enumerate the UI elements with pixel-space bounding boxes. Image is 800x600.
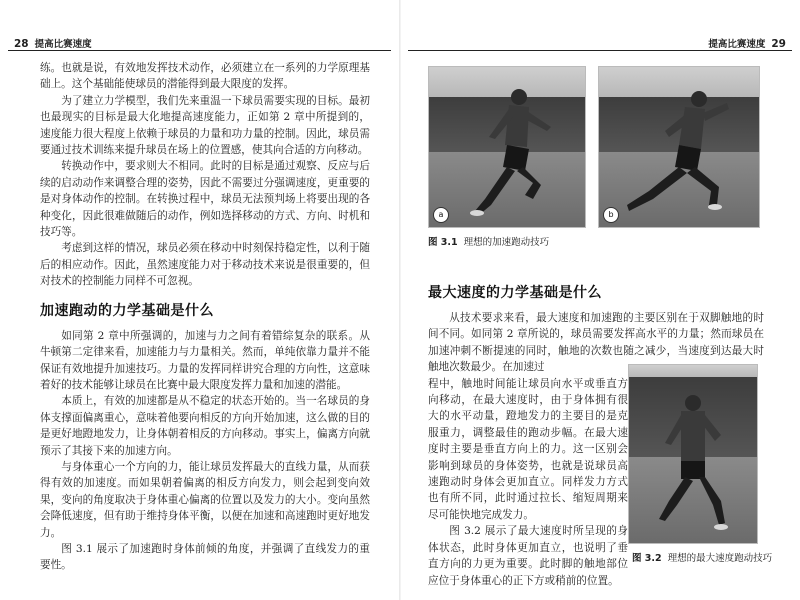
upright-sprinting-player-figure [629,365,757,543]
left-paragraph: 转换动作中，要求则大不相同。此时的目标是通过观察、反应与后续的启动动作来调整合理的姿势，因此不需要过分强调速度，更重要的是对身体动作的控制。在转换过程中，球员无法预判场上将要出现的各种变化，因此很难做随后的动作，例如选择移动的方式、方向、时机和技巧等。 [40,160,370,239]
left-paragraph: 图 3.1 展示了加速跑时身体前倾的角度，并强调了直线发力的重要性。 [40,542,370,572]
photo-label-a: a [433,207,449,223]
left-page-body [40,60,370,574]
figure-3-2-tag: 图 3.2 [632,553,662,564]
right-paragraph: 从技术要求来看，最大速度和加速跑的主要区别在于双脚触地的时间不同。如同第 2 章所说的，球员需要发挥高水平的力量；然而球员在加速冲刺不断提速的同时，触地的次数也随之减少，当速度到达最大时触地次数最少。在加速过 [428,312,764,374]
left-page-number: 28 [14,38,29,50]
left-page-header [8,32,391,50]
right-running-title: 提高比赛速度 [708,39,766,50]
right-paragraph: 程中，触地时间能让球员向水平或垂直方向移动，在最大速度时，由于身体拥有很大的水平动量，蹬地发力的主要目的是克服重力，调整最佳的跑动步幅。在最大速度时主要是垂直方向上的力。这一区别会影响到球员的身体姿势，也就是说球员高速跑动时身体会更加直立。同样发力方式也有所不同，此时通过拉长、缩短周期来尽可能快地完成发力。 [428,377,628,521]
right-page-number: 29 [771,38,786,50]
figure-3-1-caption [428,234,549,248]
figure-3-2-photo [628,364,758,544]
right-header-rule [408,50,792,51]
left-paragraph: 本质上，有效的加速都是从不稳定的状态开始的。当一名球员的身体支撑面偏离重心，意味着他要向相反的方向开始加速，这么做的目的是更好地蹬地发力，让身体朝着相反的方向移动。事实上，偏离方向就预示了其接下来的加速方向。 [40,395,370,457]
left-running-title: 提高比赛速度 [34,39,92,50]
section-heading-max-speed: 最大速度的力学基础是什么 [428,285,602,301]
figure-3-1-tag: 图 3.1 [428,237,458,248]
left-paragraph: 考虑到这样的情况，球员必须在移动中时刻保持稳定性，以利于随后的相应动作。因此，虽然速度能力对于移动技术来说是很重要的，但对技术的控制能力同样不可忽视。 [40,242,370,288]
book-gutter [399,0,401,600]
left-header-rule [8,50,391,51]
sprinting-player-figure [429,67,585,227]
figure-3-1-photo-a [428,66,586,228]
left-paragraph: 练。也就是说，有效地发挥技术动作，必须建立在一系列的力学原理基础上。这个基础能使球员的潜能得到最大限度的发挥。 [40,62,370,91]
sprinting-player-figure [599,67,759,227]
left-paragraph: 为了建立力学模型，我们先来重温一下球员需要实现的目标。最初也最现实的目标是最大化地提高速度能力，正如第 2 章中所提到的，速度能力很大程度上依赖于球员的力量和功力量的控制。因此，球员需要通过技术训练来提升球员在场上的位置感，使其向合适的方向移动。 [40,94,370,157]
right-wrapped-text [428,376,628,589]
left-paragraph: 如同第 2 章中所强调的，加速与力之间有着错综复杂的联系。从牛顿第二定律来看，加速能力与力量相关。然而，单纯依靠力量并不能保证有效地提升加速技巧。力量的发挥同样讲究合理的方向性，这意味着好的技术能够让球员在比赛中最大限度发挥力量和加速的潜能。 [40,329,370,391]
right-paragraph: 图 3.2 展示了最大速度时所呈现的身体状态，此时身体更加直立，也说明了垂直方向的力更为重要。此时脚的触地部位应位于身体重心的正下方或稍前的位置。 [428,525,628,587]
right-page-header [408,32,792,50]
left-paragraph: 与身体重心一个方向的力，能让球员发挥最大的直线力量，从而获得有效的加速度。而如果朝着偏离的相反方向发力，则会起到变向效果，变向的角度取决于身体重心偏离的位置以及发力的大小。变向虽然会降低速度，但有助于维持身体平衡，以便在加速和高速跑时更好地发力。 [40,460,370,539]
figure-3-1-photo-b [598,66,760,228]
figure-3-2-caption [632,550,772,564]
figure-3-1-text: 理想的加速跑动技巧 [463,237,550,248]
section-heading-acceleration: 加速跑动的力学基础是什么 [40,302,214,319]
figure-3-2-text: 理想的最大速度跑动技巧 [667,553,773,564]
photo-label-b: b [603,207,619,223]
